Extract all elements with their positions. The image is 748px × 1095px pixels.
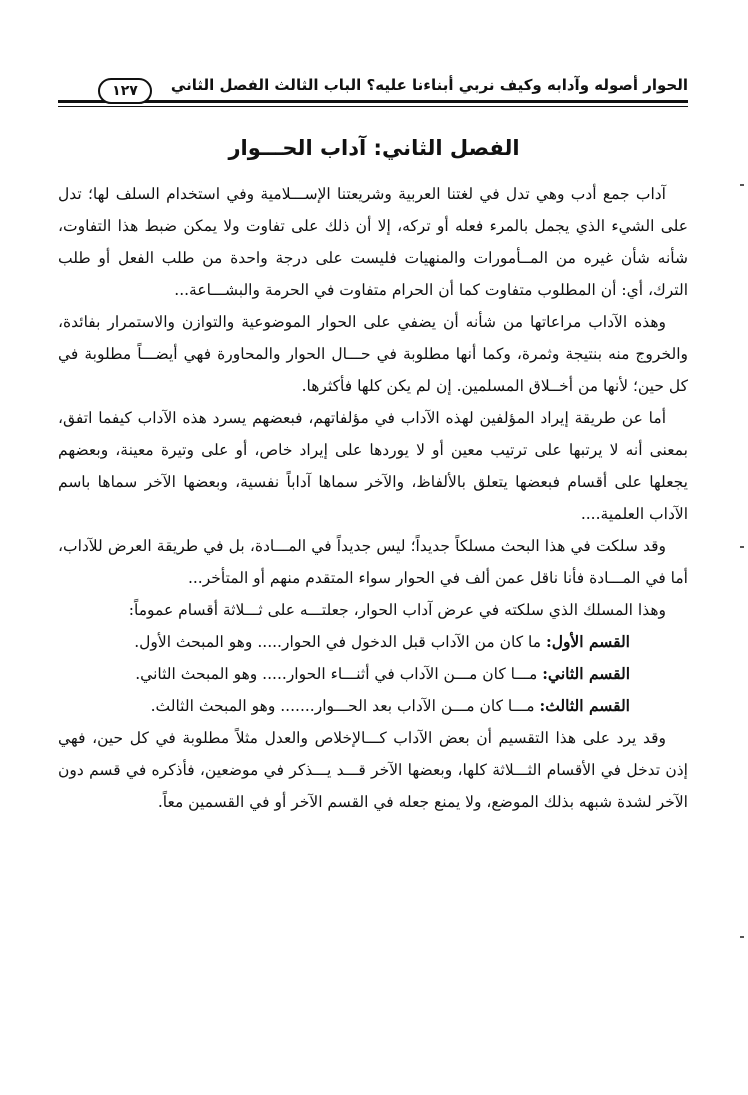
paragraph-2: وهذه الآداب مراعاتها من شأنه أن يضفي على الحوار الموضوعية والتوازن والاستمرار بفائدة، والخروج منه بنتيجة وثمرة، وكما أنها مطلوبة في حـــال الحوار والمحاورة فهي أيضـــاً مطلوبة في كل حين؛ لأنها من أخــلاق المسلمين. إن لم يكن كلها فأكثرها. [58, 313, 688, 395]
section-3 [58, 690, 688, 722]
paragraph-4: وقد سلكت في هذا البحث مسلكاً جديداً؛ ليس جديداً في المـــادة، بل في طريقة العرض للآداب، أما في المـــادة فأنا ناقل عمن ألف في الحوار سواء المتقدم منهم أو المتأخر... [58, 537, 688, 587]
paragraph-1: آداب جمع أدب وهي تدل في لغتنا العربية وشريعتنا الإســـلامية وفي استخدام السلف لها؛ تدل على الشيء الذي يجمل بالمرء فعله أو تركه، إلا أن ذلك على تفاوت ولا يمكن ضبط هذا التفاوت، شأنه شأن غيره من المــأمورات والمنهيات فليست على درجة واحدة من طلب الفعل أو طلب الترك، أي: أن المطلوب متفاوت كما أن الحرام متفاوت في الحرمة والبشـــاعة... [58, 185, 688, 299]
section-1 [58, 626, 688, 658]
section-2-text: مـــا كان مـــن الآداب في أثنـــاء الحوار..... وهو المبحث الثاني. [135, 665, 543, 683]
book-title: الحوار أصوله وآدابه وكيف نربي أبناءنا عليه؟ [366, 76, 688, 94]
running-header [58, 72, 688, 112]
margin-mark [740, 936, 744, 938]
margin-mark [740, 546, 744, 548]
section-1-text: ما كان من الآداب قبل الدخول في الحوار..... وهو المبحث الأول. [134, 633, 546, 651]
closing-paragraph: وقد يرد على هذا التقسيم أن بعض الآداب كـــالإخلاص والعدل مثلاً مطلوبة في كل حين، فهي إذن تدخل في الأقسام الثـــلاثة كلها، وبعضها الآخر قـــد يـــذكر في موضعين، فأذكره في قسم دون الآخر لشدة شبهه بذلك الموضع، ولا يمنع جعله في القسم الآخر أو في القسمين معاً. [58, 729, 688, 811]
section-3-text: مـــا كان مـــن الآداب بعد الحـــوار....... وهو المبحث الثالث. [150, 697, 540, 715]
paragraph-3: أما عن طريقة إيراد المؤلفين لهذه الآداب في مؤلفاتهم، فبعضهم يسرد هذه الآداب كيفما اتفق، بمعنى أنه لا يرتبها على ترتيب معين أو لا يوردها على إيراد خاص، أو على وتيرة معينة، وبعضهم يجعلها على أقسام فبعضها يتعلق بالألفاظ، والآخر سماها آداباً نفسية، وبعضها الآخر سماها باسم الآداب العلمية.... [58, 409, 688, 523]
section-1-label: القسم الأول: [545, 632, 630, 651]
chapter-reference: الباب الثالث الفصل الثاني [170, 76, 362, 94]
paragraph-5: وهذا المسلك الذي سلكته في عرض آداب الحوار، جعلتـــه على ثـــلاثة أقسام عموماً: [128, 601, 666, 619]
chapter-title: الفصل الثاني: آداب الحـــوار [228, 136, 520, 160]
header-rule-thin [58, 106, 688, 107]
section-2-label: القسم الثاني: [542, 664, 630, 683]
section-2 [58, 658, 688, 690]
header-rule-thick [58, 100, 688, 103]
body-text [58, 178, 688, 818]
section-3-label: القسم الثالث: [539, 696, 630, 715]
page-number: ١٢٧ [98, 78, 152, 104]
header-text [137, 76, 688, 94]
margin-mark [740, 184, 744, 186]
